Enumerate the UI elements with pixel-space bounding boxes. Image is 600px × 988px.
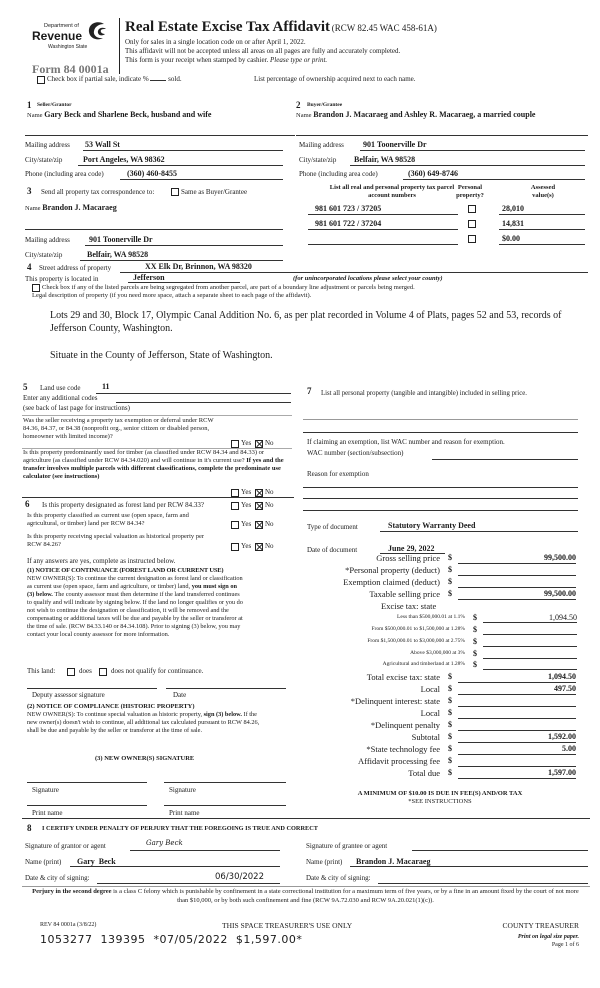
delinquent-interest-local-row	[300, 708, 590, 719]
buyer-city-line	[350, 165, 585, 166]
parcel-personal-checkbox[interactable]	[468, 220, 476, 228]
buyer-mailing-value[interactable]: 901 Toonerville Dr	[363, 140, 427, 149]
delinquent-interest-state-value[interactable]	[458, 696, 576, 707]
parcels-col-assessed: Assessed value(s)	[530, 184, 556, 199]
minimum-due-note: A MINIMUM OF $10.00 IS DUE IN FEE(S) AND/OR TAX	[357, 790, 523, 797]
situate-text[interactable]: Situate in the County of Jefferson, State of Washington.	[50, 350, 273, 361]
forest-q3: Is this property receiving special valuation as historical property per RCW 84.26?	[27, 533, 205, 548]
dollar-sign: $	[448, 672, 452, 681]
yes-checkbox[interactable]	[231, 489, 239, 497]
correspondence-name-label: Name	[25, 205, 41, 212]
this-land-label: This land:	[27, 667, 56, 675]
parcel-value[interactable]: $0.00	[502, 234, 520, 243]
correspondence-name-value[interactable]: Brandon J. Macaraeg	[42, 203, 117, 212]
header-note-3-italic: Please type or print.	[270, 56, 328, 64]
buyer-mailing-line	[360, 150, 585, 151]
dollar-sign: $	[473, 649, 477, 658]
section-5-number: 5	[23, 382, 28, 392]
dor-logo	[32, 18, 117, 58]
yes-checkbox[interactable]	[231, 440, 239, 448]
parcel-number-line	[308, 244, 458, 245]
seller-city-line	[78, 165, 283, 166]
no-checkbox-checked[interactable]	[255, 543, 263, 551]
parcel-personal-checkbox[interactable]	[468, 205, 476, 213]
doc-type-line	[380, 531, 578, 532]
notice2-body	[27, 711, 267, 735]
grantor-date-label: Date & city of signing:	[25, 874, 90, 882]
dollar-sign: $	[473, 625, 477, 634]
buyer-phone-line	[403, 179, 585, 180]
treasurer-stamp: 1053277 139395 *07/05/2022 $1,597.00*	[40, 933, 303, 946]
print-name-line-1[interactable]	[27, 805, 147, 806]
affidavit-processing-fee-row	[300, 756, 590, 767]
tax-tier-value[interactable]: 1,094.50	[483, 613, 577, 623]
partial-sale-suffix: sold.	[168, 75, 182, 83]
grantee-signature-label: Signature of grantee or agent	[306, 842, 388, 850]
tax-tier-value[interactable]	[483, 637, 577, 647]
form-title	[125, 19, 437, 36]
grantee-date-label: Date & city of signing:	[306, 874, 371, 882]
signature-label-1: Signature	[32, 786, 59, 794]
timber-question-bold: If yes and the transfer involves multiple parcels with different classifications, complete the predominate use calculator (see instructions)	[23, 457, 284, 480]
exemption-deduct-value[interactable]	[458, 577, 576, 588]
seller-city-label: City/state/zip	[25, 156, 63, 164]
total-excise-state-label: Total excise tax: state	[366, 672, 440, 682]
reason-label: Reason for exemption	[307, 470, 369, 478]
header-note-2: This affidavit will not be accepted unless all areas on all pages are fully and accurately completed.	[125, 47, 401, 55]
taxable-selling-price-row	[300, 589, 590, 600]
dollar-sign: $	[448, 553, 452, 562]
footer-treasurer-use: THIS SPACE TREASURER'S USE ONLY	[222, 921, 353, 930]
tax-tier-label: From $1,500,000.01 to $3,000,000 at 2.75%	[367, 638, 465, 644]
notice2-title: (2) NOTICE OF COMPLIANCE (HISTORIC PROPERTY)	[27, 703, 195, 710]
buyer-name-row	[296, 110, 535, 119]
deputy-signature-label: Deputy assessor signature	[32, 691, 105, 699]
dollar-sign: $	[448, 577, 452, 586]
dollar-sign: $	[473, 660, 477, 669]
dollar-sign: $	[448, 696, 452, 705]
notice1-body	[27, 575, 245, 639]
grantor-date-value[interactable]: 06/30/2022	[215, 872, 264, 882]
section-6-number: 6	[25, 499, 30, 509]
subtotal-row	[300, 732, 590, 743]
yes-label: Yes	[241, 501, 252, 509]
section-2-number: 2	[296, 100, 301, 110]
state-technology-fee-row	[300, 744, 590, 755]
segregated-checkbox[interactable]	[32, 284, 40, 292]
excise-tax-header: Excise tax: state	[381, 601, 437, 611]
section-3-number: 3	[27, 186, 32, 196]
seller-name-label: Name	[27, 112, 43, 119]
dollar-sign: $	[448, 589, 452, 598]
header-note-1: Only for sales in a single location code on or after April 1, 2022.	[125, 38, 306, 46]
no-label: No	[265, 501, 274, 509]
seller-phone-value[interactable]: (360) 460-8455	[127, 169, 177, 178]
header-divider	[119, 18, 120, 74]
yes-label: Yes	[241, 542, 252, 550]
exemption-question: Was the seller receiving a property tax exemption or deferral under RCW 84.36, 84.37, or 84.38 (nonprofit org., senior citizen or disabled person, homeowner with limited income)?	[23, 417, 214, 440]
section-1-number: 1	[27, 100, 32, 110]
no-label: No	[265, 542, 274, 550]
grantor-name-line	[70, 866, 280, 867]
notice1-bold: you must sign on (3) below.	[27, 583, 238, 598]
print-note: Print on legal size paper.	[517, 934, 579, 940]
section-8-top-line	[22, 818, 590, 819]
buyer-name-value[interactable]: Brandon J. Macaraeg and Ashley R. Macaraeg, a married couple	[313, 110, 536, 119]
seller-phone-line	[120, 179, 283, 180]
located-line	[128, 282, 240, 283]
grantor-date-line	[97, 883, 280, 884]
seller-heading: Seller/Grantor	[37, 102, 72, 108]
seller-name-line	[25, 135, 295, 136]
tax-tier-label: From $500,000.01 to $1,500,000 at 1.28%	[371, 626, 465, 632]
forest-note: If any answers are yes, complete as instructed below.	[27, 557, 176, 565]
wac-label: WAC number (section/subsection)	[307, 449, 404, 457]
total-excise-state-row	[300, 672, 590, 683]
delinquent-penalty-value[interactable]	[458, 720, 576, 731]
buyer-name-line	[296, 135, 588, 136]
parcel-value-line	[499, 214, 585, 215]
seller-mailing-label: Mailing address	[25, 141, 70, 149]
print-name-label-1: Print name	[32, 809, 63, 817]
agency-line2: Revenue	[32, 29, 83, 43]
perjury-top-line	[22, 886, 590, 887]
form-number: Form 84 0001a	[32, 62, 109, 76]
no-checkbox-checked[interactable]	[255, 502, 263, 510]
gross-selling-price-row	[300, 553, 590, 564]
grantee-name-label: Name (print)	[306, 858, 343, 866]
new-owner-signature-line-1[interactable]	[27, 782, 147, 783]
parcel-personal-checkbox[interactable]	[468, 235, 476, 243]
no-checkbox-checked[interactable]	[255, 521, 263, 529]
dollar-sign: $	[448, 768, 452, 777]
agency-line3: Washington State	[48, 44, 88, 50]
dollar-sign: $	[448, 756, 452, 765]
local-tax-label: Local	[420, 684, 440, 694]
parcel-value[interactable]: 28,010	[502, 204, 524, 213]
section-4-number: 4	[27, 262, 32, 272]
perjury-bold: Perjury in the second degree	[32, 888, 112, 895]
buyer-phone-value[interactable]: (360) 649-8746	[408, 169, 458, 178]
land-use-code-line	[96, 393, 291, 394]
no-label: No	[265, 488, 274, 496]
partial-sale-checkbox[interactable]	[37, 76, 45, 84]
delinquent-penalty-row	[300, 720, 590, 731]
parcels-col-personal: Personal property?	[456, 184, 484, 199]
agency-line1: Department of	[44, 23, 79, 29]
header-note-3	[125, 56, 327, 64]
reason-line-3[interactable]	[303, 510, 578, 511]
tax-tier-label: Agricultural and timberland at 1.28%	[382, 661, 465, 667]
additional-codes-line[interactable]	[116, 402, 291, 403]
doc-type-label: Type of document	[307, 523, 358, 531]
buyer-city-label: City/state/zip	[299, 156, 337, 164]
deputy-date-label: Date	[173, 691, 187, 699]
title-ref: (RCW 82.45 WAC 458-61A)	[331, 23, 437, 33]
correspondence-city-label: City/state/zip	[25, 251, 63, 259]
deputy-date-line[interactable]	[166, 688, 286, 689]
exemption-deduct-label: Exemption claimed (deduct)	[343, 577, 440, 587]
buyer-phone-label: Phone (including area code)	[299, 170, 378, 178]
dollar-sign: $	[448, 744, 452, 753]
same-as-buyer-label: Same as Buyer/Grantee	[181, 188, 248, 196]
legal-description[interactable]: Lots 29 and 30, Block 17, Olympic Canal Addition No. 6, as per plat recorded in Volume 4 of Plats, pages 52 and 53, records of Jefferson County, Washington.	[50, 310, 562, 334]
parcel-number-line	[308, 229, 458, 230]
located-note: (for unincorporated locations please select your county)	[293, 275, 443, 282]
segregated-label: Check box if any of the listed parcels are being segregated from another parcel, are part of a boundary line adjustment or parcels being merged.	[42, 284, 415, 291]
new-owner-signature-line-2[interactable]	[164, 782, 286, 783]
correspondence-mailing-label: Mailing address	[25, 236, 70, 244]
print-name-label-2: Print name	[169, 809, 200, 817]
tax-tier-row	[300, 613, 590, 623]
partial-sale-label	[47, 75, 182, 83]
tax-tier-row	[300, 649, 590, 659]
additional-codes-label: Enter any additional codes	[23, 394, 98, 402]
delinquent-interest-state-label: *Delinquent interest: state	[350, 696, 440, 706]
personal-property-line-1[interactable]	[303, 419, 578, 420]
personal-deduct-value[interactable]	[458, 565, 576, 576]
tax-tier-label: Above $3,000,000 at 3%	[410, 650, 465, 656]
located-label: This property is located in	[25, 275, 99, 283]
taxable-label: Taxable selling price	[369, 589, 440, 599]
total-due-row	[300, 768, 590, 779]
timber-question	[23, 449, 293, 481]
correspondence-name-row	[25, 203, 117, 212]
processing-fee-label: Affidavit processing fee	[358, 756, 440, 766]
taxable-value[interactable]: 99,500.00	[458, 589, 576, 600]
exemption-label: If claiming an exemption, list WAC number and reason for exemption.	[307, 438, 505, 446]
notice2-bold: sign (3) below.	[203, 711, 242, 718]
does-not-label: does not qualify for continuance.	[111, 667, 204, 675]
doc-date-label: Date of document	[307, 546, 358, 554]
page-number: Page 1 of 6	[551, 942, 579, 948]
tax-tier-label: Less than $500,000.01 at 1.1%	[397, 614, 465, 620]
street-line	[120, 272, 588, 273]
seller-phone-label: Phone (including area code)	[25, 170, 104, 178]
partial-sale-percent-field[interactable]	[150, 80, 166, 81]
parcel-number[interactable]: 981 601 722 / 37204	[315, 219, 382, 228]
partial-sale-text: Check box if partial sale, indicate %	[47, 75, 149, 83]
yes-label: Yes	[241, 520, 252, 528]
yes-label: Yes	[241, 488, 252, 496]
street-value[interactable]: XX Elk Dr, Brinnon, WA 98320	[145, 262, 252, 271]
dollar-sign: $	[448, 684, 452, 693]
tax-tier-value[interactable]	[483, 649, 577, 659]
buyer-city-value[interactable]: Belfair, WA 98528	[354, 155, 416, 164]
forest-q2: Is this property classified as current use (open space, farm and agricultural, or timber) land per RCW 84.34?	[27, 512, 189, 527]
see-instructions-note: *SEE INSTRUCTIONS	[408, 798, 472, 805]
grantor-signature-value[interactable]: Gary Beck	[146, 839, 183, 847]
personal-deduct-label: *Personal property (deduct)	[345, 565, 440, 575]
processing-fee-value[interactable]	[458, 756, 576, 767]
wac-line[interactable]	[432, 459, 578, 460]
footer-county-treasurer: COUNTY TREASURER	[502, 921, 579, 930]
delinquent-interest-local-label: Local	[420, 708, 440, 718]
street-label: Street address of property	[39, 264, 112, 272]
technology-fee-value[interactable]: 5.00	[458, 744, 576, 755]
dollar-sign: $	[448, 708, 452, 717]
perjury-notice	[28, 888, 583, 905]
exemption-deduct-row	[300, 577, 590, 588]
notice1-text-b: The county assessor must then determine if the land transferred continues to qualify and will indicate by signing below. If the land no longer qualifies or you do not wish to continue the designation or classification, it will be removed and the compensating or additional taxes will be due and payable by the seller or transferor at the time of sale. (RCW 84.33.140 or 84.34.108). Prior to signing (3) below, you may contact your local county assessor for more information.	[27, 591, 243, 638]
grantor-signature-line	[130, 850, 280, 851]
dor-swirl-icon	[86, 20, 108, 42]
yes-label: Yes	[241, 439, 252, 447]
correspondence-name-line	[25, 229, 283, 230]
tax-tier-value[interactable]	[483, 625, 577, 635]
does-label: does	[79, 667, 92, 675]
total-excise-state-value[interactable]: 1,094.50	[458, 672, 576, 683]
total-due-value[interactable]: 1,597.00	[458, 768, 576, 779]
seller-mailing-value[interactable]: 53 Wall St	[85, 140, 120, 149]
no-label: No	[265, 439, 274, 447]
local-tax-value[interactable]: 497.50	[458, 684, 576, 695]
correspondence-mailing-line	[85, 245, 283, 246]
tax-tier-row	[300, 660, 590, 670]
parcel-value-line	[499, 244, 585, 245]
grantor-name-label: Name (print)	[25, 858, 62, 866]
correspondence-mailing-value[interactable]: 901 Toonerville Dr	[89, 235, 153, 244]
notice1-text-a: NEW OWNER(S): To continue the current designation as forest land or classification as current use (open space, farm and agriculture, or timber) land,	[27, 575, 243, 590]
notice2-text-b: If the new owner(s) doesn't wish to continue, all additional tax calculated pursuant to RCW 84.26, shall be due and payable by the seller or transferor at the time of sale.	[27, 711, 260, 734]
parcels-col-numbers: List all real and personal property tax parcel account numbers	[329, 184, 455, 199]
seller-name-row	[27, 110, 211, 119]
notice2-text-a: NEW OWNER(S): To continue special valuation as historic property,	[27, 711, 203, 718]
located-value[interactable]: Jefferson	[133, 273, 165, 282]
new-owner-signature-title: (3) NEW OWNER(S) SIGNATURE	[95, 755, 195, 762]
grantor-name-value[interactable]: Gary Beck	[77, 857, 116, 866]
parcel-number-line	[308, 214, 458, 215]
delinquent-interest-state-row	[300, 696, 590, 707]
buyer-heading: Buyer/Grantee	[307, 102, 343, 108]
ownership-note: List percentage of ownership acquired next to each name.	[254, 75, 416, 83]
same-as-buyer-checkbox[interactable]	[171, 188, 179, 196]
personal-property-deduct-row	[300, 565, 590, 576]
signature-label-2: Signature	[169, 786, 196, 794]
tax-tier-value[interactable]	[483, 660, 577, 670]
perjury-text: is a class C felony which is punishable by confinement in a state correctional institution for a maximum term of five years, or by a fine in an amount fixed by the court of not more than $10,000, or by both such confinement and fine (RCW 9A.72.030 and RCW 9A.20.021(1)(c)).	[113, 888, 579, 904]
personal-property-line-2[interactable]	[303, 432, 578, 433]
yes-checkbox[interactable]	[231, 521, 239, 529]
footer-rev: REV 84 0001a (3/8/22)	[40, 922, 97, 928]
subtotal-label: Subtotal	[411, 732, 440, 742]
grantor-signature-label: Signature of grantor or agent	[25, 842, 106, 850]
gross-value[interactable]: 99,500.00	[458, 553, 576, 564]
doc-type-value[interactable]: Statutory Warranty Deed	[388, 521, 476, 530]
parcel-value[interactable]: 14,831	[502, 219, 524, 228]
total-due-label: Total due	[408, 768, 440, 778]
dollar-sign: $	[473, 637, 477, 646]
local-tax-row	[300, 684, 590, 695]
legal-label: Legal description of property (if you need more space, attach a separate sheet to each page of the affidavit).	[32, 292, 312, 299]
yes-checkbox[interactable]	[231, 543, 239, 551]
title-main: Real Estate Excise Tax Affidavit	[125, 19, 330, 35]
grantee-date-line[interactable]	[378, 883, 588, 884]
technology-fee-label: *State technology fee	[366, 744, 440, 754]
parcel-value-line	[499, 229, 585, 230]
land-use-code-label: Land use code	[40, 384, 81, 392]
grantee-signature-line[interactable]	[412, 850, 588, 851]
buyer-mailing-label: Mailing address	[299, 141, 344, 149]
grantee-name-value[interactable]: Brandon J. Macaraeg	[356, 857, 431, 866]
subtotal-value[interactable]: 1,592.00	[458, 732, 576, 743]
does-checkbox[interactable]	[67, 668, 75, 676]
does-not-checkbox[interactable]	[99, 668, 107, 676]
timber-question-text: Is this property predominantly used for timber (as classified under RCW 84.34 and 84.33) or agriculture (as classified under RCW 84.34.020) and will continue in it's current use?	[23, 449, 265, 464]
land-use-divider	[22, 415, 292, 416]
delinquent-penalty-label: *Delinquent penalty	[370, 720, 440, 730]
buyer-name-label: Name	[296, 112, 312, 119]
delinquent-interest-local-value[interactable]	[458, 708, 576, 719]
tax-tier-row	[300, 637, 590, 647]
gross-label: Gross selling price	[376, 553, 440, 563]
dollar-sign: $	[448, 565, 452, 574]
seller-mailing-line	[83, 150, 283, 151]
land-use-code-value[interactable]: 11	[102, 382, 110, 391]
section-5-bottom-line	[22, 497, 294, 498]
tax-tier-row	[300, 625, 590, 635]
print-name-line-2[interactable]	[164, 805, 286, 806]
parcel-number[interactable]: 981 601 723 / 37205	[315, 204, 382, 213]
correspondence-city-value[interactable]: Belfair, WA 98528	[87, 250, 149, 259]
reason-line-2[interactable]	[303, 498, 578, 499]
no-label: No	[265, 520, 274, 528]
seller-name-value[interactable]: Gary Beck and Sharlene Beck, husband and wife	[44, 110, 212, 119]
dollar-sign: $	[448, 720, 452, 729]
land-use-instructions: (see back of last page for instructions)	[23, 404, 130, 412]
seller-city-value[interactable]: Port Angeles, WA 98362	[83, 155, 165, 164]
dollar-sign: $	[473, 613, 477, 622]
correspondence-label: Send all property tax correspondence to:	[41, 188, 155, 196]
reason-line-1[interactable]	[303, 487, 578, 488]
doc-date-value[interactable]: June 29, 2022	[388, 544, 435, 553]
no-checkbox-checked[interactable]	[255, 489, 263, 497]
section-7-number: 7	[307, 386, 312, 396]
no-checkbox-checked[interactable]	[255, 440, 263, 448]
notice1-title: (1) NOTICE OF CONTINUANCE (FOREST LAND OR CURRENT USE)	[27, 567, 224, 574]
correspondence-city-line	[80, 260, 283, 261]
section-8-number: 8	[27, 823, 32, 833]
grantee-name-line	[350, 866, 588, 867]
dollar-sign: $	[448, 732, 452, 741]
forest-q1: Is this property designated as forest land per RCW 84.33?	[42, 501, 205, 509]
header-note-3-text: This form is your receipt when stamped by cashier.	[125, 56, 269, 64]
deputy-signature-line[interactable]	[27, 688, 157, 689]
yes-checkbox[interactable]	[231, 502, 239, 510]
personal-property-label: List all personal property (tangible and intangible) included in selling price.	[321, 390, 527, 397]
certify-title: I CERTIFY UNDER PENALTY OF PERJURY THAT THE FOREGOING IS TRUE AND CORRECT	[42, 825, 318, 832]
